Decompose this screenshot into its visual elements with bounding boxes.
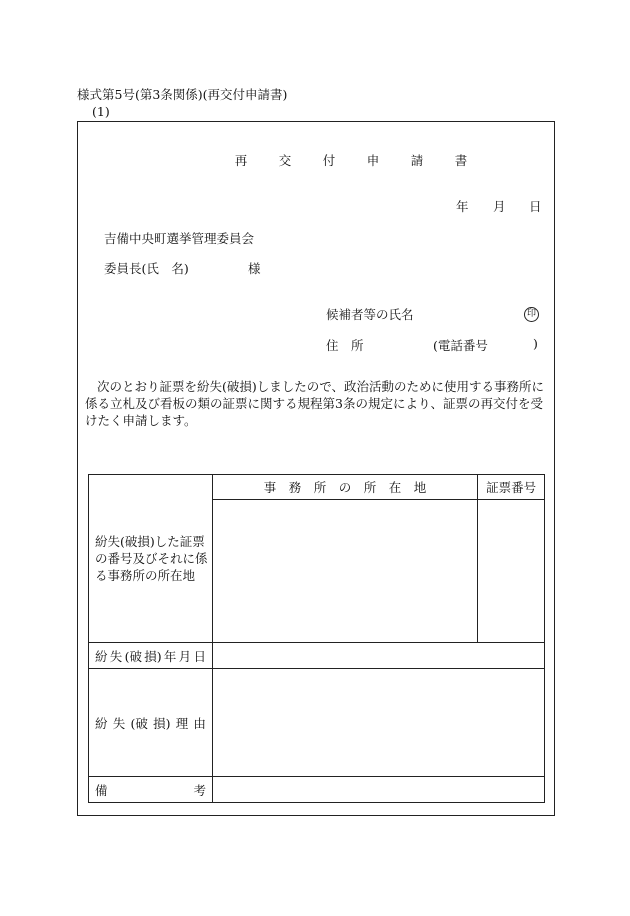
office-address-header: 事 務 所 の 所 在 地	[212, 475, 477, 500]
label-char: (破	[130, 715, 148, 731]
label-char: 月	[178, 648, 192, 664]
applicant-name-label: 候補者等の氏名	[326, 307, 414, 322]
lost-cert-label: 紛失(破損)した証票の番号及びそれに係る事務所の所在地	[89, 475, 213, 643]
seal-mark	[524, 304, 539, 322]
office-address-cell[interactable]	[212, 500, 477, 643]
remarks-label	[89, 777, 213, 803]
date-month: 月	[493, 199, 506, 214]
title-char: 付	[322, 153, 336, 168]
seal-char: 印	[524, 307, 539, 322]
cert-number-header: 証票番号	[478, 475, 545, 500]
date-year: 年	[456, 199, 469, 214]
title-char: 書	[454, 153, 468, 168]
lost-reason-label	[89, 669, 213, 777]
title-char: 再	[234, 153, 248, 168]
chairman-honorific: 様	[248, 261, 261, 276]
label-char: 年	[163, 648, 177, 664]
cert-number-cell[interactable]	[478, 500, 545, 643]
form-number: (1)	[92, 104, 110, 119]
applicant-phone-label: (電話番号	[433, 338, 488, 353]
label-char: (破	[124, 648, 142, 664]
label-char: 損)	[144, 648, 162, 664]
label-char: 紛	[95, 715, 108, 731]
lost-reason-cell[interactable]	[212, 669, 544, 777]
label-char: 理	[175, 715, 189, 731]
title-char: 申	[366, 153, 380, 168]
form-header: 様式第5号(第3条関係)(再交付申請書)	[77, 87, 288, 102]
lost-date-label	[89, 643, 213, 669]
title-char: 交	[278, 153, 292, 168]
addressee: 吉備中央町選挙管理委員会	[104, 231, 255, 246]
label-char: 由	[193, 715, 206, 731]
label-char: 考	[193, 782, 206, 798]
application-table	[88, 474, 545, 803]
date-day: 日	[529, 199, 542, 214]
lost-date-cell[interactable]	[212, 643, 544, 669]
document-title	[219, 151, 483, 169]
chairman-label: 委員長(氏 名)	[104, 261, 189, 276]
label-char: 失	[112, 715, 126, 731]
label-char: 失	[109, 648, 123, 664]
statement-text: 次のとおり証票を紛失(破損)しましたので、政治活動のために使用する事務所に係る立札及び看板の類の証票に関する規程第3条の規定により、証票の再交付を受けたく申請します。	[85, 379, 545, 428]
label-char: 損)	[153, 715, 171, 731]
title-char: 請	[410, 153, 424, 168]
applicant-phone-close: )	[533, 336, 538, 351]
remarks-cell[interactable]	[212, 777, 544, 803]
label-char: 備	[95, 782, 108, 798]
applicant-address-label: 住 所	[326, 338, 364, 353]
label-char: 日	[193, 648, 206, 664]
label-char: 紛	[95, 648, 108, 664]
